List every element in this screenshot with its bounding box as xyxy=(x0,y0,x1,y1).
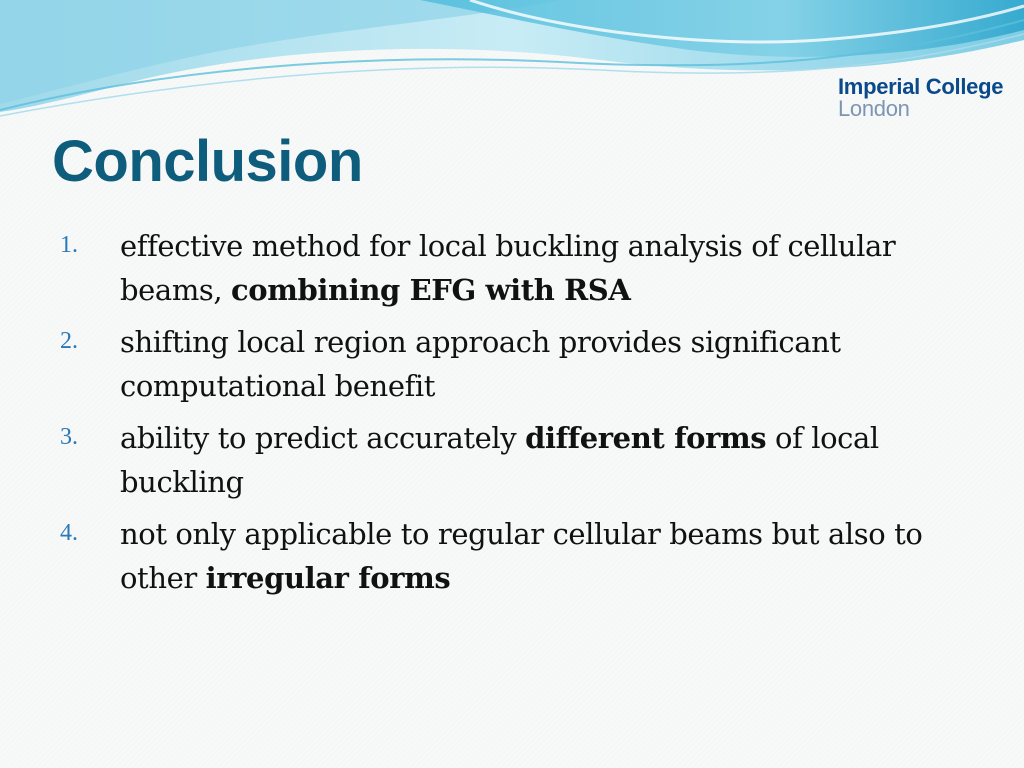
conclusion-list xyxy=(60,224,970,608)
item-text-segment: shifting local region approach provides significant computational benefit xyxy=(120,325,841,403)
list-item-text xyxy=(120,416,970,504)
item-text-segment: of local buckling xyxy=(120,421,879,499)
list-item-number: 1. xyxy=(60,232,78,258)
item-text-segment: ability to predict accurately xyxy=(120,421,526,455)
item-bold-text: irregular forms xyxy=(205,561,451,595)
item-bold-text: different forms xyxy=(525,421,767,455)
list-item xyxy=(60,224,970,312)
imperial-college-logo xyxy=(838,76,1010,120)
item-bold-text: combining EFG with RSA xyxy=(231,273,631,307)
slide-title: Conclusion xyxy=(52,129,363,194)
list-item-text xyxy=(120,320,970,408)
list-item-number: 2. xyxy=(60,328,78,354)
logo-line-2: London xyxy=(838,96,910,121)
list-item-number: 4. xyxy=(60,520,78,546)
list-item-number: 3. xyxy=(60,424,78,450)
list-item xyxy=(60,320,970,408)
list-item-text xyxy=(120,512,970,600)
list-item xyxy=(60,512,970,600)
list-item xyxy=(60,416,970,504)
logo-line-1: Imperial College xyxy=(838,74,1004,99)
list-item-text xyxy=(120,224,970,312)
item-text-segment: not only applicable to regular cellular beams but also to other xyxy=(120,517,923,595)
item-text-segment: effective method for local buckling analysis of cellular beams, xyxy=(120,229,896,307)
